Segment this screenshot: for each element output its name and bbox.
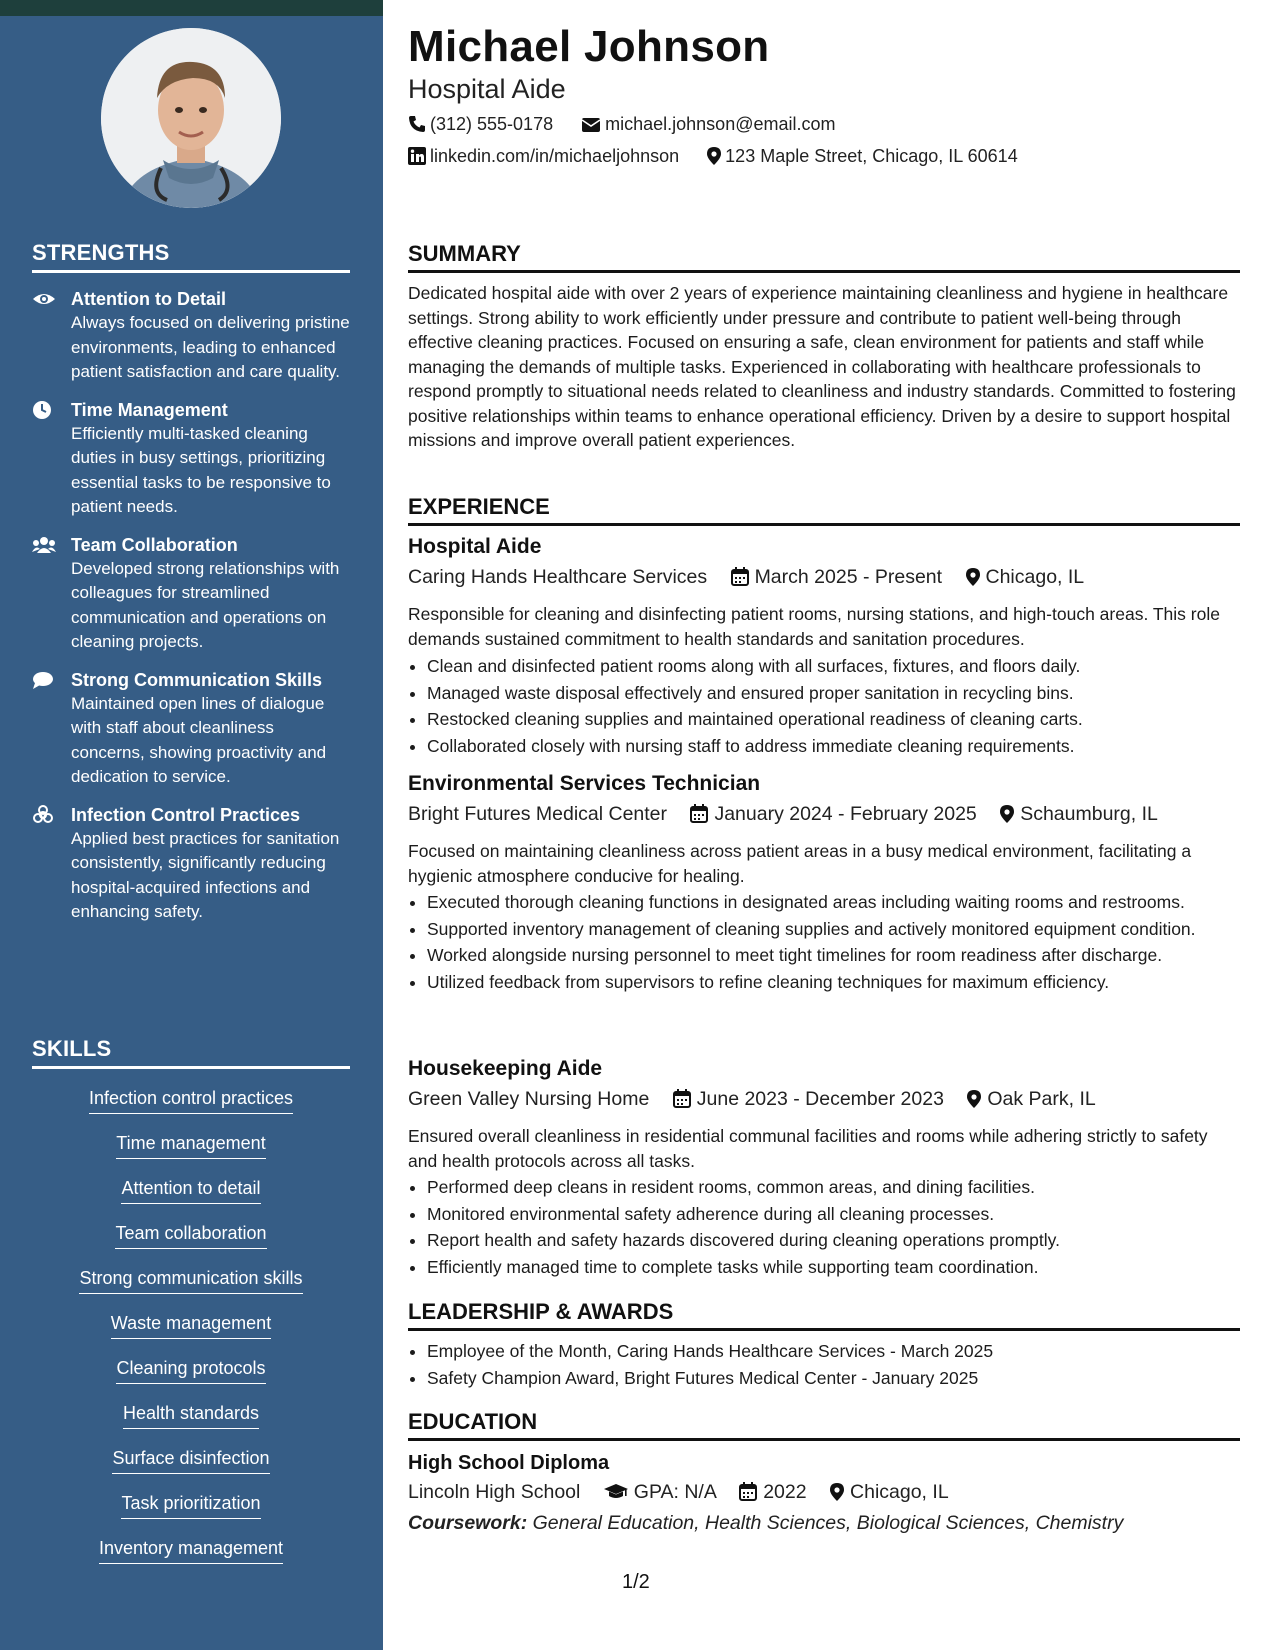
phone-icon [408,115,426,138]
company-name: Bright Futures Medical Center [408,803,668,825]
strength-title: Infection Control Practices [71,804,301,825]
gpa-text: GPA: N/A [633,1481,716,1503]
skill-item: Waste management [111,1311,271,1339]
calendar-icon [673,1089,691,1114]
location-pin-icon [1000,805,1014,829]
skill-item: Cleaning protocols [116,1356,265,1384]
address-text: 123 Maple Street, Chicago, IL 60614 [725,146,1018,166]
phone-text[interactable]: (312) 555-0178 [430,114,554,134]
job-meta [408,566,1084,592]
email-icon [581,117,601,138]
education-heading: EDUCATION [408,1409,1240,1441]
strength-description: Applied best practices for sanitation consistently, significantly reducing hospital-acquired infections and enhancing safety. [71,828,340,921]
list-item: • Managed waste disposal effectively and ensured proper sanitation in recycling bins. [427,681,1259,706]
strength-item [32,287,352,385]
list-item: • Employee of the Month, Caring Hands Healthcare Services - March 2025 [427,1339,1259,1364]
job-description: Focused on maintaining cleanliness across patient areas in a busy medical environment, facilitating a hygienic atmosphere conducive for healing. [408,841,1192,886]
list-item: • Report health and safety hazards discovered during cleaning operations promptly. [427,1228,1259,1253]
experience-heading: EXPERIENCE [408,494,1240,526]
skill-item: Surface disinfection [112,1446,269,1474]
clock-icon [32,400,56,420]
skill-item: Inventory management [99,1536,283,1564]
coursework-list: General Education, Health Sciences, Biological Sciences, Chemistry [532,1512,1124,1534]
list-item: • Clean and disinfected patient rooms along with all surfaces, fixtures, and floors daily. [427,654,1259,679]
skill-item: Health standards [123,1401,259,1429]
list-item: • Executed thorough cleaning functions in designated areas including waiting rooms and restrooms. [427,890,1259,915]
skill-item: Time management [116,1131,265,1159]
list-item: • Collaborated closely with nursing staff to address immediate cleaning requirements. [427,734,1259,759]
job-title: Hospital Aide [408,535,542,558]
biohazard-icon [32,805,56,825]
strength-item [32,533,352,655]
coursework-line [408,1512,1123,1535]
users-icon [32,535,56,555]
job-bullets [408,654,1259,760]
job-location: Schaumburg, IL [1020,803,1158,825]
skill-item: Strong communication skills [79,1266,302,1294]
list-item: • Efficiently managed time to complete tasks while supporting team coordination. [427,1255,1259,1280]
strength-item [32,398,352,520]
strengths-list [32,287,352,938]
job-location: Chicago, IL [985,566,1085,588]
skill-item: Task prioritization [121,1491,260,1519]
strength-title: Team Collaboration [71,534,238,555]
job-bullets [408,890,1259,996]
calendar-icon [690,804,708,829]
job-meta [408,803,1158,829]
summary-heading: SUMMARY [408,241,1240,273]
coursework-label: Coursework: [408,1512,528,1534]
page-number: 1/2 [622,1571,650,1593]
calendar-icon [739,1482,757,1507]
job-meta [408,1088,1096,1114]
summary-text: Dedicated hospital aide with over 2 years of experience maintaining cleanliness and hygiene in healthcare settings. Strong ability to work efficiently under pressure and contribute to patient well-being through effective cleaning practices. Focused on ensuring a safe, clean environment for patients and staff while managing the demands of multiple tasks. Experienced in collaborating with healthcare professionals to respond promptly to situational needs related to cleanliness and industry standards. Committed to fostering positive relationships within teams to enhance operational efficiency. Driven by a desire to support hospital missions and improve overall patient experiences. [408,283,1236,450]
school-location: Chicago, IL [850,1481,949,1503]
eye-icon [32,289,56,309]
list-item: • Utilized feedback from supervisors to refine cleaning techniques for maximum efficiency. [427,970,1259,995]
email-link[interactable]: michael.johnson@email.com [605,114,836,134]
location-pin-icon [830,1483,844,1507]
location-pin-icon [966,568,980,592]
job-description: Ensured overall cleanliness in residential communal facilities and rooms while adhering strictly to safety and health protocols across all tasks. [408,1126,1208,1171]
linkedin-icon [408,147,426,170]
strength-title: Attention to Detail [71,289,226,309]
job-dates: January 2024 - February 2025 [714,803,977,825]
skill-item: Team collaboration [115,1221,266,1249]
calendar-icon [731,567,749,592]
job-title: Environmental Services Technician [408,772,761,795]
skills-heading: SKILLS [32,1036,350,1069]
sidebar [0,0,383,1650]
comment-icon [32,670,56,690]
skills-list [32,1086,350,1581]
job-headline: Hospital Aide [408,74,566,104]
contact-row-1 [408,114,836,138]
job-location: Oak Park, IL [987,1088,1096,1110]
contact-row-2 [408,146,1018,170]
awards-list [408,1339,1259,1392]
strength-item [32,668,352,790]
skill-item: Infection control practices [89,1086,293,1114]
strength-title: Time Management [71,399,228,420]
graduation-year: 2022 [763,1481,807,1503]
strengths-heading: STRENGTHS [32,240,350,273]
sidebar-top-bar [0,0,383,16]
candidate-name: Michael Johnson [408,22,770,71]
location-pin-icon [967,1090,981,1114]
job-description: Responsible for cleaning and disinfecting patient rooms, nursing stations, and high-touch areas. This role demands sustained commitment to health standards and sanitation procedures. [408,604,1220,649]
job-dates: June 2023 - December 2023 [696,1088,944,1110]
school-name: Lincoln High School [408,1481,581,1503]
degree-title: High School Diploma [408,1452,610,1474]
location-pin-icon [707,147,721,170]
linkedin-link[interactable]: linkedin.com/in/michaeljohnson [430,146,680,166]
awards-heading: LEADERSHIP & AWARDS [408,1299,1240,1331]
education-meta [408,1481,949,1507]
job-dates: March 2025 - Present [754,566,943,588]
strength-item [32,803,352,925]
list-item: • Performed deep cleans in resident rooms, common areas, and dining facilities. [427,1175,1259,1200]
strength-description: Always focused on delivering pristine environments, leading to enhanced patient satisfaction and care quality. [71,313,350,381]
strength-description: Developed strong relationships with colleagues for streamlined communication and operations on cleaning projects. [71,558,340,651]
job-bullets [408,1175,1259,1281]
profile-photo [101,28,281,208]
strength-description: Efficiently multi-tasked cleaning duties in busy settings, prioritizing essential tasks to be responsive to patient needs. [71,423,331,516]
company-name: Caring Hands Healthcare Services [408,566,708,588]
list-item: • Restocked cleaning supplies and maintained operational readiness of cleaning carts. [427,707,1259,732]
list-item: • Monitored environmental safety adherence during all cleaning processes. [427,1202,1259,1227]
strength-description: Maintained open lines of dialogue with staff about cleanliness concerns, showing proactivity and dedication to service. [71,693,327,786]
skill-item: Attention to detail [121,1176,260,1204]
list-item: • Worked alongside nursing personnel to meet tight timelines for room readiness after discharge. [427,943,1259,968]
company-name: Green Valley Nursing Home [408,1088,650,1110]
list-item: • Safety Champion Award, Bright Futures Medical Center - January 2025 [427,1366,1259,1391]
graduation-cap-icon [604,1483,628,1507]
strength-title: Strong Communication Skills [71,669,323,690]
list-item: • Supported inventory management of cleaning supplies and actively monitored equipment condition. [427,917,1259,942]
job-title: Housekeeping Aide [408,1057,603,1080]
